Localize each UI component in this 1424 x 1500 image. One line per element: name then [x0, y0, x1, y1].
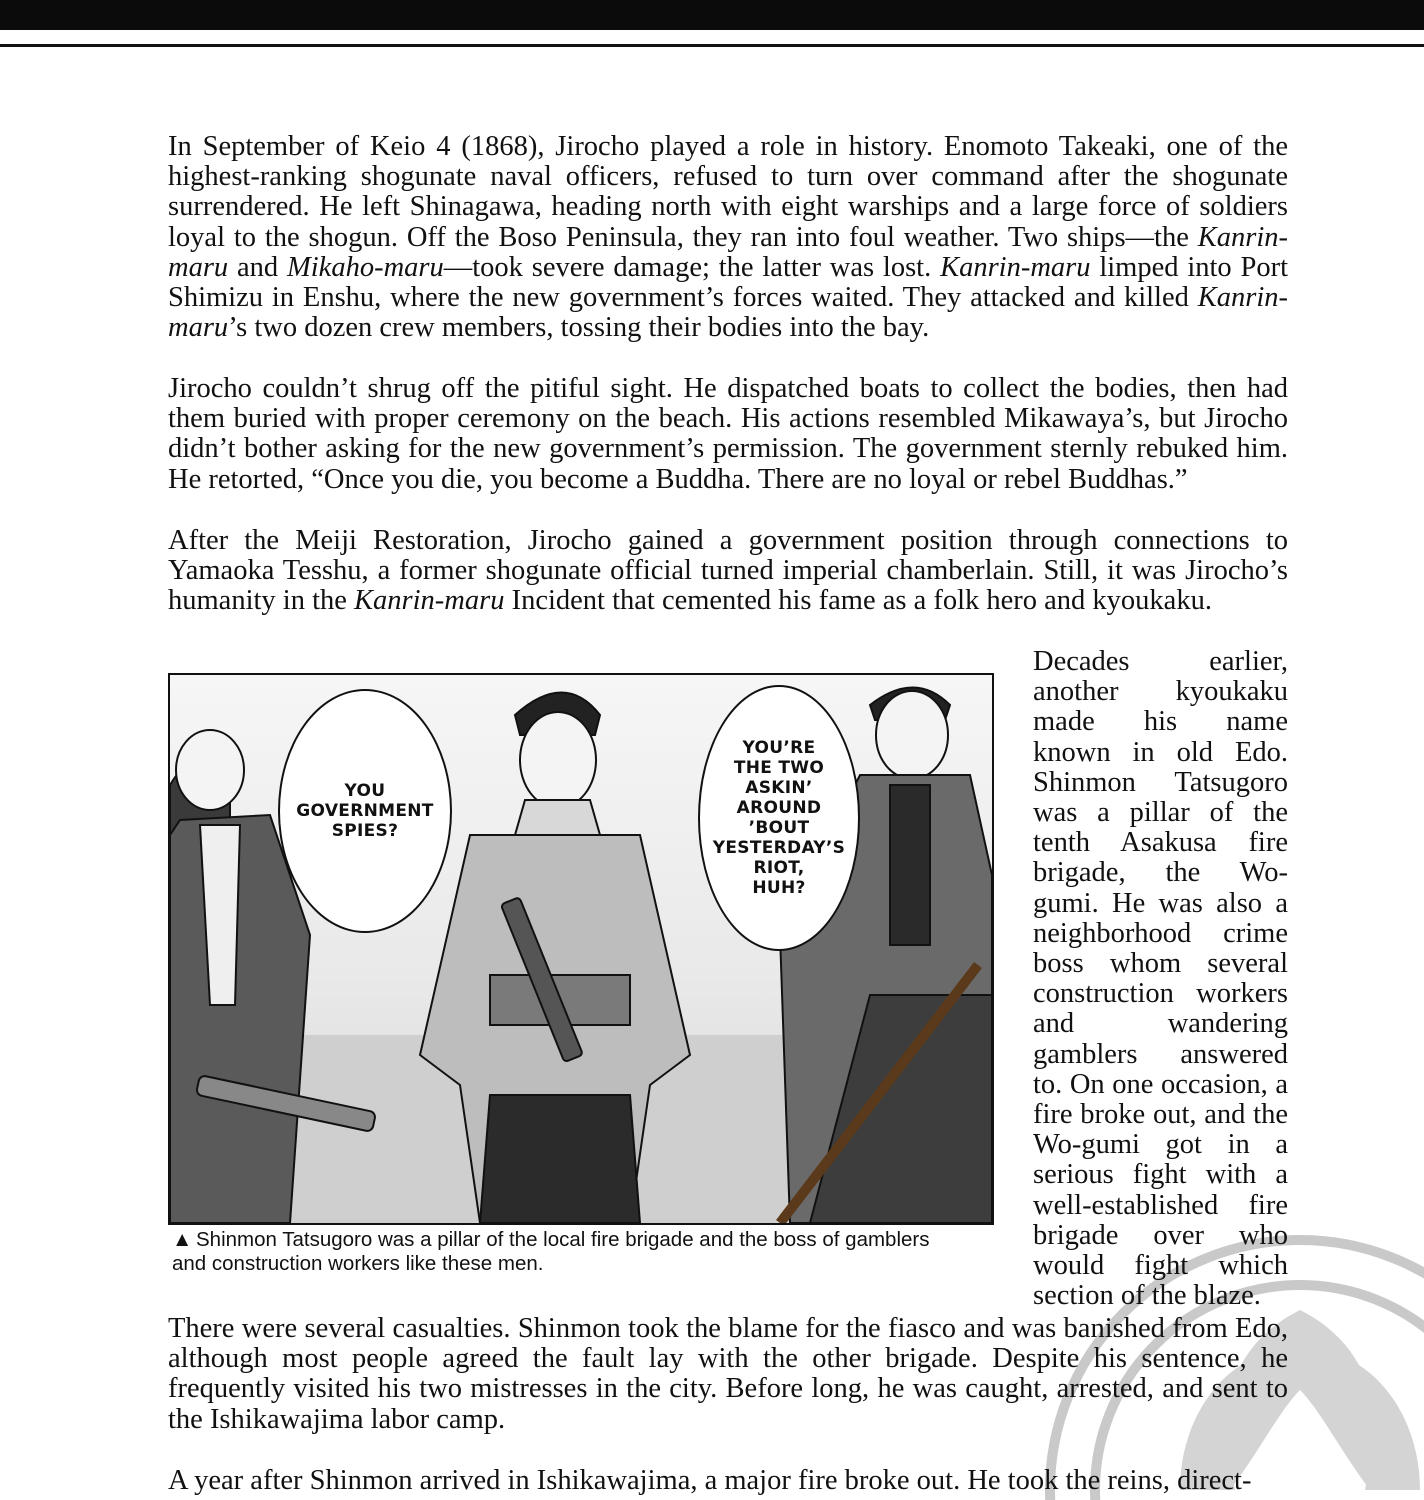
bubble-line: AROUND	[736, 798, 822, 818]
ship-name: Kanrin-maru	[168, 221, 1288, 283]
bubble-line: GOVERNMENT	[296, 801, 434, 821]
bubble-line: YOU’RE	[742, 738, 816, 758]
ship-name: Kanrin-maru	[940, 251, 1091, 283]
manga-panel	[168, 673, 994, 1225]
ship-name: Kanrin-maru	[354, 585, 505, 617]
text-run: ’s two dozen crew members, tossing their bodies into the bay.	[228, 312, 930, 344]
text-run: and	[228, 251, 288, 283]
bubble-line: THE TWO	[733, 758, 825, 778]
top-black-bar	[0, 0, 1424, 30]
paragraph-kanrin-maru-history	[168, 132, 1288, 343]
paragraph-jirocho-burial: Jirocho couldn’t shrug off the pitiful sight. He dispatched boats to collect the bodies, then had them buried with proper ceremony on the beach. His actions resembled Mikawaya’s, but Jirocho didn’t bother asking for the new government’s permission. The government sternly rebuked him. He retorted, “Once you die, you become a Buddha. There are no loyal or rebel Buddhas.”	[168, 373, 1288, 495]
bubble-line: ASKIN’	[745, 778, 813, 798]
text-run: —took severe damage; the latter was lost.	[443, 251, 941, 283]
text-run: In September of Keio 4 (1868), Jirocho played a role in history. Enomoto Takeaki, one of the highest-ranking shogunate naval officers, refused to turn over command after the shogunate surrendered. He left Shinagawa, heading north with eight warships and a large force of soldiers loyal to the shogun. Off the Boso Peninsula, they ran into foul weather. Two ships—the	[168, 131, 1288, 253]
bubble-line: ’BOUT	[748, 818, 810, 838]
panel-caption	[172, 1228, 962, 1276]
bubble-line: RIOT,	[753, 858, 805, 878]
caption-text: Shinmon Tatsugoro was a pillar of the local fire brigade and the boss of gamblers and construction workers like these men.	[172, 1228, 930, 1275]
ship-name: Kanrin-maru	[168, 282, 1288, 344]
text-run: limped into Port Shimizu in Enshu, where the new government’s forces waited. They attacked and killed	[168, 251, 1289, 314]
paragraph-ishikawajima-fire: A year after Shinmon arrived in Ishikawajima, a major fire broke out. He took the reins, direct-	[168, 1465, 1252, 1496]
speech-bubble-right	[698, 685, 860, 951]
bubble-line: YOU	[344, 781, 386, 801]
triangle-marker-icon: ▲	[172, 1228, 193, 1251]
text-run: Incident that cemented his fame as a folk hero and kyoukaku.	[504, 585, 1212, 617]
text-run: After the Meiji Restoration, Jirocho gained a government position through connections to Yamaoka Tesshu, a former shogunate official turned imperial chamberlain. Still, it was Jirocho’s humanity in the	[168, 525, 1288, 617]
bubble-line: SPIES?	[331, 821, 399, 841]
paragraph-shinmon-banished: There were several casualties. Shinmon took the blame for the fiasco and was banished from Edo, although most people agreed the fault lay with the other brigade. Despite his sentence, he frequently visited his two mistresses in the city. Before long, he was caught, arrested, and sent to the Ishikawajima labor camp.	[168, 1313, 1288, 1435]
bubble-line: YESTERDAY’S	[712, 838, 846, 858]
bubble-line: HUH?	[752, 878, 806, 898]
ship-name: Mikaho-maru	[287, 251, 444, 283]
top-rule-line	[0, 44, 1424, 47]
paragraph-meiji-restoration	[168, 526, 1288, 617]
speech-bubble-left	[278, 689, 452, 933]
paragraph-shinmon-tatsugoro: Decades earlier, another kyoukaku made his name known in old Edo. Shinmon Tatsugoro was a pillar of the tenth Asakusa fire brigade, the Wo-gumi. He was also a neighborhood crime boss whom several construction workers and wandering gamblers answered to. On one occasion, a fire broke out, and the Wo-gumi got in a serious fight with a well-established fire brigade over who would fight which section of the blaze.	[1033, 646, 1288, 1312]
